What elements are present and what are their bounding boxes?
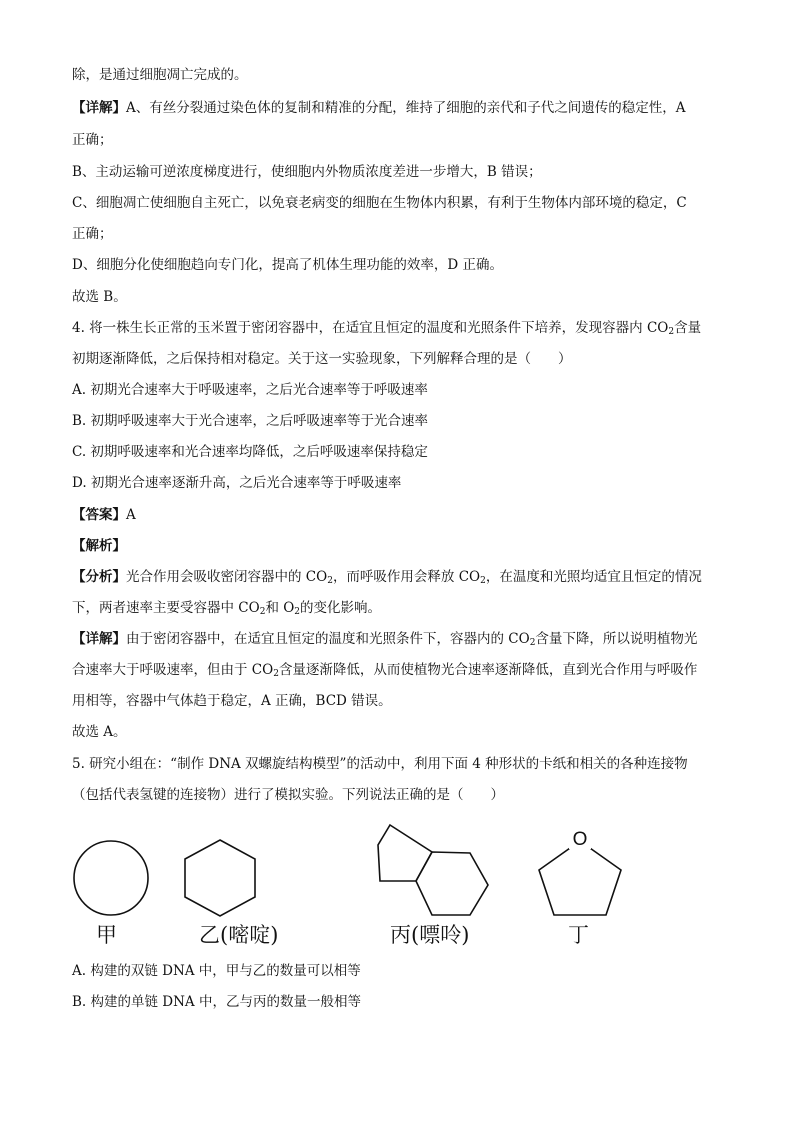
xiangjie-line-1: 【详解】由于密闭容器中，在适宜且恒定的温度和光照条件下，容器内的 $CO_2$含量下降，所以说明植物光: [72, 631, 698, 648]
conclusion-line: 故选 A。: [72, 724, 127, 740]
q5-option-b: B. 构建的单链 DNA 中，乙与丙的数量一般相等: [72, 994, 361, 1010]
detail-tag: 【详解】: [72, 100, 126, 116]
question-5-stem-2: （包括代表氢键的连接物）进行了模拟实验。下列说法正确的是（ ）: [72, 787, 504, 803]
xiangjie-line-2: 合速率大于呼吸速率，但由于 $CO_2$含量逐渐降低，从而使植物光合速率逐渐降低，直到光合作用与呼吸作: [72, 662, 698, 679]
oxygen-label: O: [572, 829, 588, 850]
text-line: B、主动运输可逆浓度梯度进行，使细胞内外物质浓度差进一步增大，B 错误；: [72, 164, 542, 180]
hexagon-shape: [185, 840, 255, 916]
answer-value: A: [126, 507, 136, 523]
text-line: 除，是通过细胞凋亡完成的。: [72, 67, 248, 83]
answer-line: [72, 506, 732, 524]
fenxi-line-2: 下，两者速率主要受容器中 $CO_2$和 $O_2$的变化影响。: [72, 600, 382, 617]
option-d: D. 初期光合速率逐渐升高，之后光合速率等于呼吸速率: [72, 475, 402, 491]
shape-label-yi: 乙(嘧啶): [199, 923, 279, 947]
option-b: B. 初期呼吸速率大于光合速率，之后呼吸速率等于光合速率: [72, 413, 429, 429]
question-4-stem: 4. 将一株生长正常的玉米置于密闭容器中，在适宜且恒定的温度和光照条件下培养，发现容器内 $CO_2$含量: [72, 320, 702, 337]
purine-five-ring-shape: [378, 825, 432, 881]
analysis-heading: 【解析】: [72, 538, 126, 554]
purine-six-ring-shape: [416, 852, 488, 915]
xiangjie-line-3: 用相等，容器中气体趋于稳定，A 正确，BCD 错误。: [72, 693, 392, 709]
pentose-ring-shape: [539, 841, 621, 915]
text-line: 故选 B。: [72, 289, 127, 305]
text-line: C、细胞凋亡使细胞自主死亡，以免衰老病变的细胞在生物体内积累，有利于生物体内部环境的稳定，C: [72, 195, 687, 211]
option-a: A. 初期光合速率大于呼吸速率，之后光合速率等于呼吸速率: [72, 382, 428, 398]
text-line: 正确；: [72, 226, 113, 242]
shape-label-jia: 甲: [96, 923, 117, 947]
shapes-figure: [60, 815, 660, 925]
q5-option-a: A. 构建的双链 DNA 中，甲与乙的数量可以相等: [72, 963, 361, 979]
text-line: D、细胞分化使细胞趋向专门化，提高了机体生理功能的效率，D 正确。: [72, 257, 503, 273]
shape-label-ding: 丁: [568, 923, 589, 947]
text-line: 正确；: [72, 132, 113, 148]
answer-tag: 【答案】: [72, 507, 126, 523]
fenxi-line-1: 【分析】光合作用会吸收密闭容器中的 $CO_2$，而呼吸作用会释放 $CO_2$，在温度和光照均适宜且恒定的情况: [72, 569, 702, 586]
question-5-stem: 5. 研究小组在：“制作 DNA 双螺旋结构模型”的活动中，利用下面 4 种形状的卡纸和相关的各种连接物: [72, 756, 688, 772]
option-c: C. 初期呼吸速率和光合速率均降低，之后呼吸速率保持稳定: [72, 444, 428, 460]
circle-shape: [74, 841, 148, 915]
question-4-stem-2: 初期逐渐降低，之后保持相对稳定。关于这一实验现象，下列解释合理的是（ ）: [72, 351, 572, 367]
text-line: 【详解】A、有丝分裂通过染色体的复制和精准的分配，维持了细胞的亲代和子代之间遗传的稳定性，A: [72, 100, 686, 116]
shape-label-bing: 丙(嘌呤): [390, 923, 470, 947]
